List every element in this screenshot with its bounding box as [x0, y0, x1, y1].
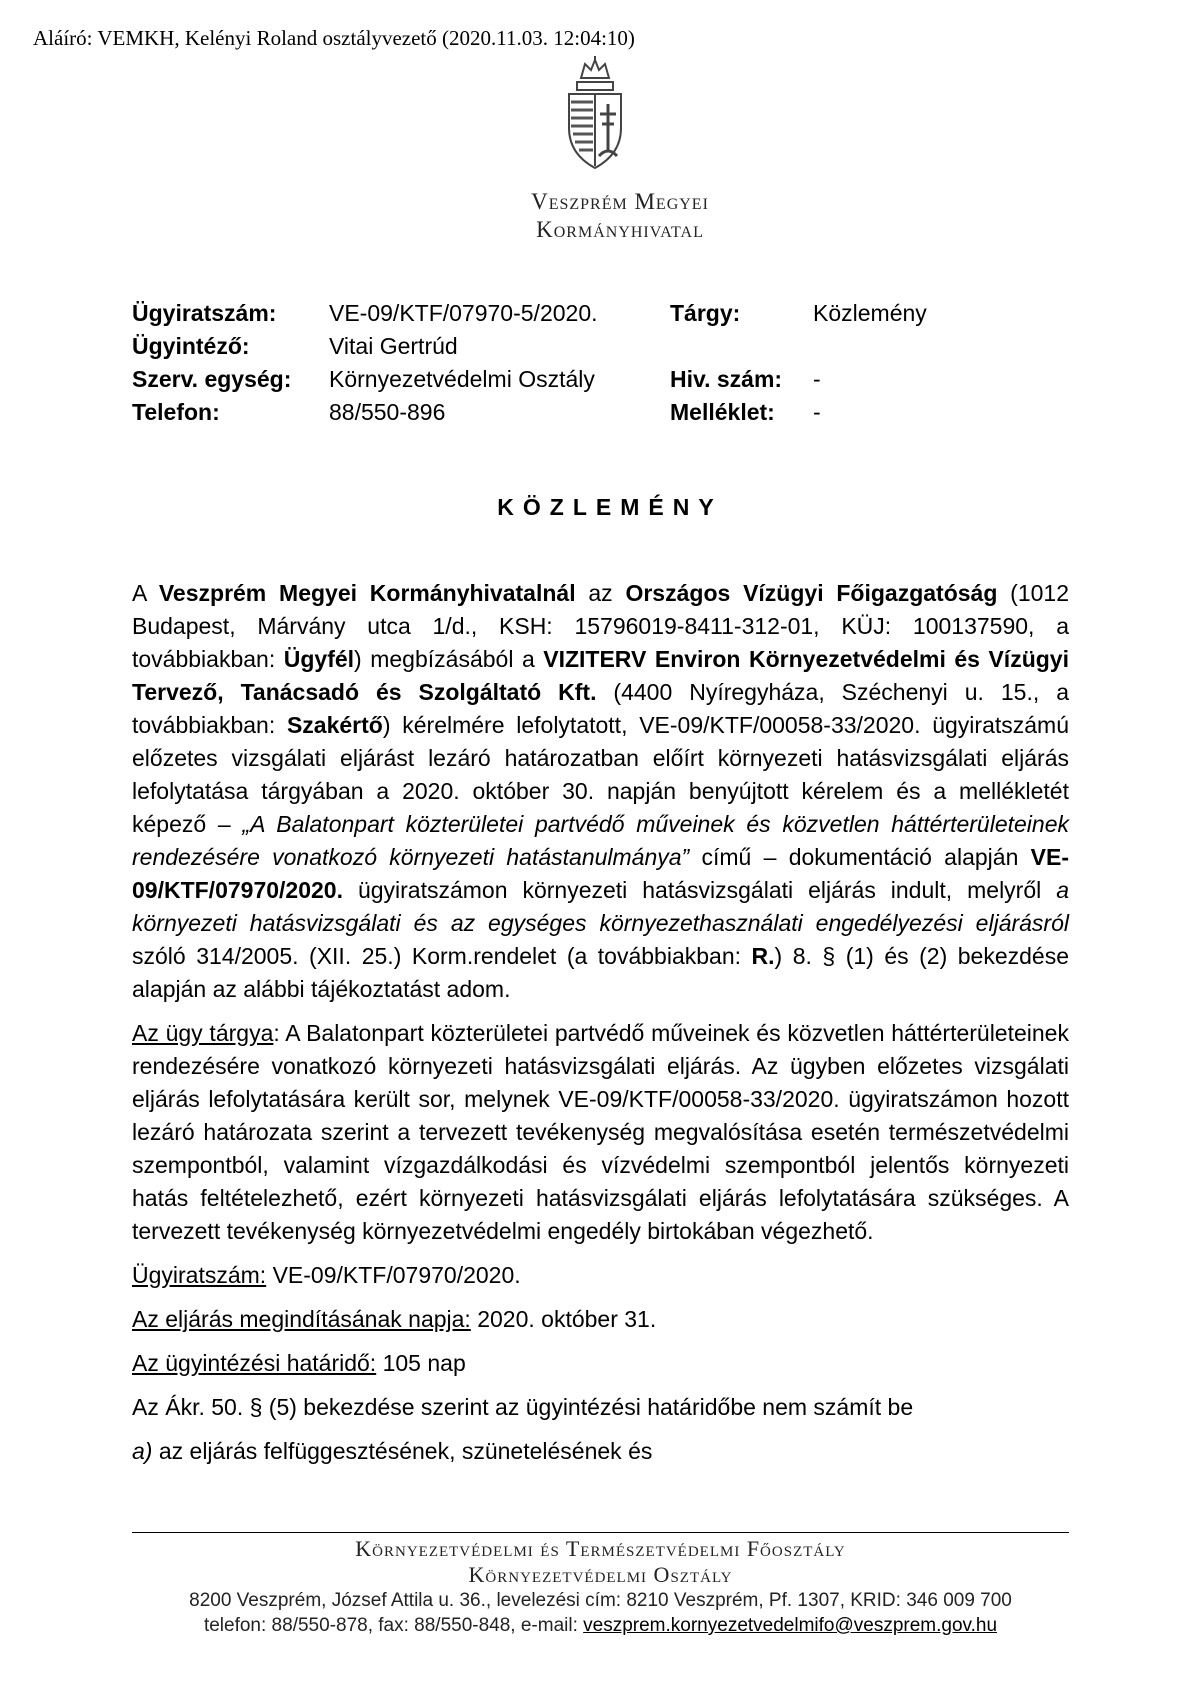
coat-of-arms-icon — [555, 56, 635, 171]
metadata-value: 88/550-896 — [329, 399, 446, 425]
footer-divider — [132, 1532, 1069, 1533]
metadata-label: Telefon: — [132, 399, 220, 425]
metadata-value: - — [813, 366, 821, 392]
paragraph-akr: Az Ákr. 50. § (5) bekezdése szerint az ügyintézési határidőbe nem számít be — [132, 1394, 914, 1420]
agency-name-line1: Veszprém Megyei — [531, 189, 709, 214]
footer-unit: Környezetvédelmi Osztály — [468, 1562, 733, 1587]
metadata-value: VE-09/KTF/07970-5/2020. — [329, 300, 598, 326]
email-link[interactable]: veszprem.kornyezetvedelmifo@veszprem.gov.hu — [583, 1615, 998, 1636]
metadata-value: - — [813, 399, 821, 425]
paragraph-intro: A Veszprém Megyei Kormányhivatalnál az Országos Vízügyi Főigazgatóság (1012 Budapest, Márvány utca 1/d., KSH: 15796019-8411-312-01, KÜJ: 100137590, a továbbiakban: Ügyfél) megbízásából a VIZITERV Environ Környezetvédelmi és Vízügyi Tervező, Tanácsadó és Szolgáltató Kft. (4400 Nyíregyháza, Széchenyi u. 15., a továbbiakban: Szakértő) kérelmére lefolytatott, VE-09/KTF/00058-33/2020. ügyiratszámú előzetes vizsgálati eljárást lezáró határozatban előírt környezeti hatásvizsgálati eljárás lefolytatása tárgyában a 2020. október 30. napján benyújtott kérelem és a mellékletét képező – „A Balatonpart közterületei partvédő műveinek és közvetlen háttérterületeinek rendezésére vonatkozó környezeti hatástanulmánya” című – dokumentáció alapján VE-09/KTF/07970/2020. ügyiratszámon környezeti hatásvizsgálati eljárás indult, melyről a környezeti hatásvizsgálati és az egységes környezethasználati engedélyezési eljárásról szóló 314/2005. (XII. 25.) Korm.rendelet (a továbbiakban: R.) 8. § (1) és (2) bekezdése alapján az alábbi tájékoztatást adom. — [132, 580, 1070, 1002]
subject-heading: Az ügy tárgya — [132, 1020, 274, 1046]
metadata-label: Szerv. egység: — [132, 366, 292, 392]
footer-address: 8200 Veszprém, József Attila u. 36., levelezési cím: 8210 Veszprém, Pf. 1307, KRID: 346 009 700 — [189, 1590, 1012, 1611]
metadata-label: Tárgy: — [670, 300, 741, 326]
metadata-label: Melléklet: — [670, 399, 775, 425]
agency-name-line2: Kormányhivatal — [536, 217, 704, 242]
paragraph-item-a: a) az eljárás felfüggesztésének, szünetelésének és — [132, 1438, 653, 1464]
metadata-value: Vitai Gertrúd — [329, 333, 458, 359]
metadata-label: Hiv. szám: — [670, 366, 783, 392]
paragraph-start-date: Az eljárás megindításának napja: 2020. október 31. — [132, 1306, 657, 1332]
metadata-label: Ügyiratszám: — [132, 300, 277, 326]
paragraph-case-number: Ügyiratszám: VE-09/KTF/07970/2020. — [132, 1262, 521, 1288]
page-footer — [132, 1536, 1069, 1638]
paragraph-deadline: Az ügyintézési határidő: 105 nap — [132, 1350, 466, 1376]
signer-line: Aláíró: VEMKH, Kelényi Roland osztályvezető (2020.11.03. 12:04:10) — [33, 26, 635, 50]
paragraph-subject: Az ügy tárgya: A Balatonpart közterületei partvédő műveinek és közvetlen háttérterületeinek rendezésére vonatkozó környezeti hatásvizsgálati eljárás. Az ügyben előzetes vizsgálati eljárás lefolytatására került sor, melynek VE-09/KTF/00058-33/2020. ügyiratszámon hozott lezáró határozata szerint a tervezett tevékenység megvalósítása esetén természetvédelmi szempontból, valamint vízgazdálkodási és vízvédelmi szempontból jelentős környezeti hatás feltételezhető, ezért környezeti hatásvizsgálati eljárás lefolytatására szükséges. A tervezett tevékenység környezetvédelmi engedély birtokában végezhető. — [132, 1020, 1069, 1244]
document-title: KÖZLEMÉNY — [497, 494, 723, 520]
agency-name — [420, 188, 820, 244]
footer-contact: telefon: 88/550-878, fax: 88/550-848, e-mail: veszprem.kornyezetvedelmifo@veszprem.gov.hu — [203, 1615, 998, 1636]
metadata-label: Ügyintéző: — [132, 333, 250, 359]
document-body — [132, 577, 1069, 1479]
metadata-value: Közlemény — [813, 300, 927, 326]
metadata-value: Környezetvédelmi Osztály — [329, 366, 595, 392]
footer-department: Környezetvédelmi és Természetvédelmi Főosztály — [355, 1536, 846, 1561]
